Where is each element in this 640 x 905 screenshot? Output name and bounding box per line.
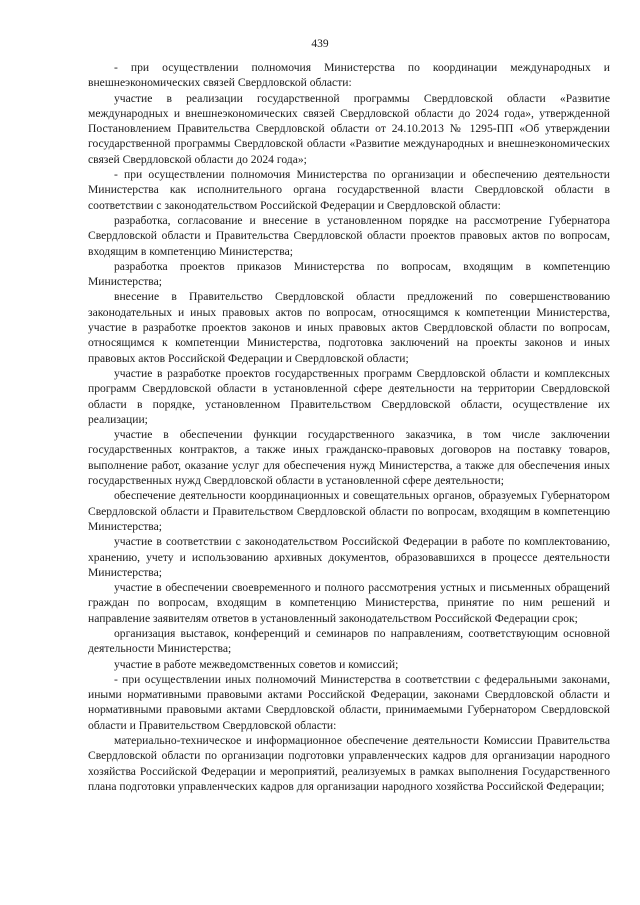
paragraph: разработка, согласование и внесение в установленном порядке на рассмотрение Губернатора Свердловской области и Правительства Свердловской области проектов правовых актов по вопросам, входящим в компетенцию Министерства; (88, 213, 610, 258)
paragraph: обеспечение деятельности координационных и совещательных органов, образуемых Губернатором Свердловской области и Правительством Свердловской области по вопросам, входящим в компетенцию Министерства; (88, 489, 610, 533)
paragraph: внесение в Правительство Свердловской области предложений по совершенствованию законодательных и иных правовых актов по вопросам, относящимся к компетенции Министерства, участие в разработке проектов законов и иных правовых актов Свердловской области по вопросам, относящимся к компетенции Министерства, подготовка заключений на проекты законов и иных правовых актов Российской Федерации и Свердловской области; (88, 290, 610, 365)
paragraph: участие в соответствии с законодательством Российской Федерации в работе по комплектованию, хранению, учету и использованию архивных документов, образовавшихся в процессе деятельности Министерства; (88, 535, 610, 579)
paragraph: участие в обеспечении своевременного и полного рассмотрения устных и письменных обращений граждан по вопросам, входящим в компетенцию Министерства, принятие по ним решений и направление заявителям ответов в установленный законодательством Российской Федерации срок; (88, 581, 610, 625)
document-body (88, 60, 610, 794)
page-number: 439 (311, 38, 329, 50)
paragraph: материально-техническое и информационное обеспечение деятельности Комиссии Правительства Свердловской области по организации подготовки управленческих кадров для организации народного хозяйства Российской Федерации и мероприятий, реализуемых в рамках выполнения Государственного плана подготовки управленческих кадров для организации народного хозяйства Российской Федерации; (88, 734, 610, 793)
paragraph: - при осуществлении полномочия Министерства по координации международных и внешнеэкономических связей Свердловской области: (88, 61, 610, 90)
paragraph: - при осуществлении полномочия Министерства по организации и обеспечению деятельности Министерства как исполнительного органа государственной власти Свердловской области в соответствии с законодательством Российской Федерации и Свердловской области: (88, 168, 610, 212)
paragraph: - при осуществлении иных полномочий Министерства в соответствии с федеральными законами, иными нормативными правовыми актами Российской Федерации, законами Свердловской области и нормативными правовыми актами Свердловской области, принимаемыми Губернатором Свердловской области и Правительством Свердловской области: (88, 672, 610, 732)
paragraph: участие в обеспечении функции государственного заказчика, в том числе заключении государственных контрактов, а также иных гражданско-правовых договоров на поставку товаров, выполнение работ, оказание услуг для обеспечения нужд Министерства, а также для обеспечения иных государственных нужд Свердловской области в установленной сфере деятельности; (88, 428, 610, 488)
paragraph: организация выставок, конференций и семинаров по направлениям, соответствующим основной деятельности Министерства; (88, 626, 610, 656)
paragraph: участие в реализации государственной программы Свердловской области «Развитие международных и внешнеэкономических связей Свердловской области до 2024 года», утвержденной Постановлением Правительства Свердловской области от 24.10.2013 № 1295-ПП «Об утверждении государственной программы Свердловской области «Развитие международных и внешнеэкономических связей Свердловской области до 2024 года»; (88, 91, 610, 166)
paragraph: участие в разработке проектов государственных программ Свердловской области и комплексных программ Свердловской области в установленной сфере деятельности на территории Свердловской области в порядке, установленном Правительством Свердловской области, осуществление их реализации; (88, 366, 610, 426)
paragraph: участие в работе межведомственных советов и комиссий; (114, 657, 399, 671)
paragraph: разработка проектов приказов Министерства по вопросам, входящим в компетенцию Министерства; (88, 259, 610, 289)
